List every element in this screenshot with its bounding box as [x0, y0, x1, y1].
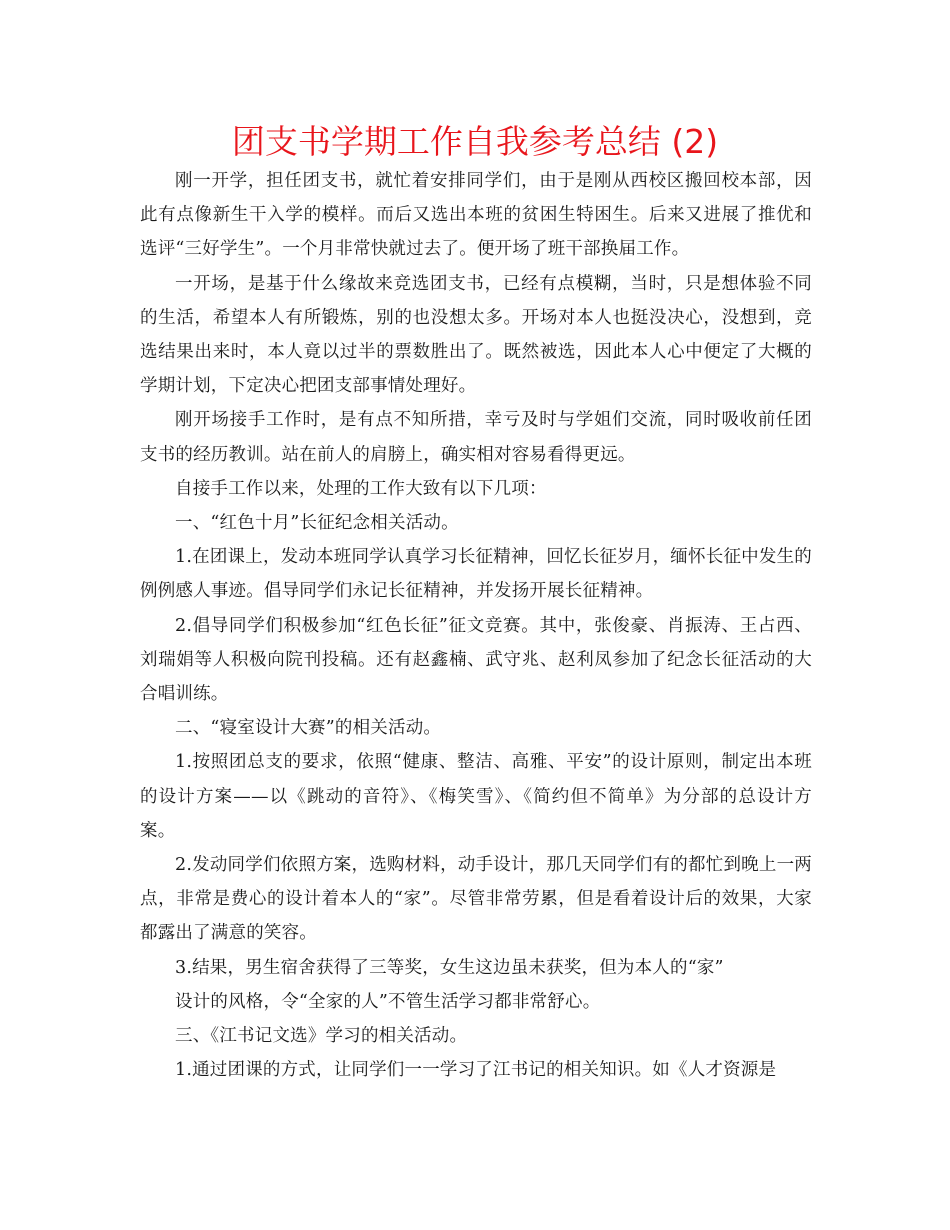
document-body: [140, 164, 812, 1087]
paragraph: 2.倡导同学们积极参加“红色长征”征文竞赛。其中，张俊豪、肖振涛、王占西、刘瑞娟等人积极向院刊投稿。还有赵鑫楠、武守兆、赵利凤参加了纪念长征活动的大合唱训练。: [140, 615, 812, 705]
paragraph: 自接手工作以来，处理的工作大致有以下几项：: [175, 478, 547, 499]
paragraph: 一开场，是基于什么缘故来竞选团支书，已经有点模糊，当时，只是想体验不同的生活，希望本人有所锻炼，别的也没想太多。开场对本人也挺没决心，没想到，竞选结果出来时，本人竟以过半的票数胜出了。既然被选，因此本人心中便定了大概的学期计划，下定决心把团支部事情处理好。: [140, 273, 812, 397]
paragraph: 1.按照团总支的要求，依照“健康、整洁、高雅、平安”的设计原则，制定出本班的设计方案——以《跳动的音符》、《梅笑雪》、《简约但不简单》为分部的总设计方案。: [140, 752, 812, 841]
section-heading: 三、《江书记文选》学习的相关活动。: [175, 1026, 468, 1047]
paragraph: 2.发动同学们依照方案，选购材料，动手设计，那几天同学们有的都忙到晚上一两点，非常是费心的设计着本人的“家”。尽管非常劳累，但是看着设计后的效果，大家都露出了满意的笑容。: [140, 855, 812, 944]
paragraph: 3.结果，男生宿舍获得了三等奖，女生这边虽未获奖，但为本人的“家”: [175, 957, 724, 978]
section-heading: 一、“红色十月”长征纪念相关活动。: [175, 513, 459, 534]
paragraph: 刚开场接手工作时，是有点不知所措，幸亏及时与学姐们交流，同时吸收前任团支书的经历教训。站在前人的肩膀上，确实相对容易看得更远。: [140, 410, 812, 465]
section-heading: 二、“寝室设计大赛”的相关活动。: [175, 718, 442, 739]
paragraph: 1.通过团课的方式，让同学们一一学习了江书记的相关知识。如《人才资源是: [175, 1060, 777, 1081]
paragraph: 1.在团课上，发动本班同学认真学习长征精神，回忆长征岁月，缅怀长征中发生的例例感人事迹。倡导同学们永记长征精神，并发扬开展长征精神。: [140, 547, 812, 602]
paragraph: 刚一开学，担任团支书，就忙着安排同学们，由于是刚从西校区搬回校本部，因此有点像新生干入学的模样。而后又选出本班的贫困生特困生。后来又进展了推优和选评“三好学生”。一个月非常快就过去了。便开场了班干部换届工作。: [140, 171, 812, 260]
paragraph: 设计的风格，令“全家的人”不管生活学习都非常舒心。: [175, 991, 601, 1012]
document-title: 团支书学期工作自我参考总结 (2): [231, 122, 719, 161]
